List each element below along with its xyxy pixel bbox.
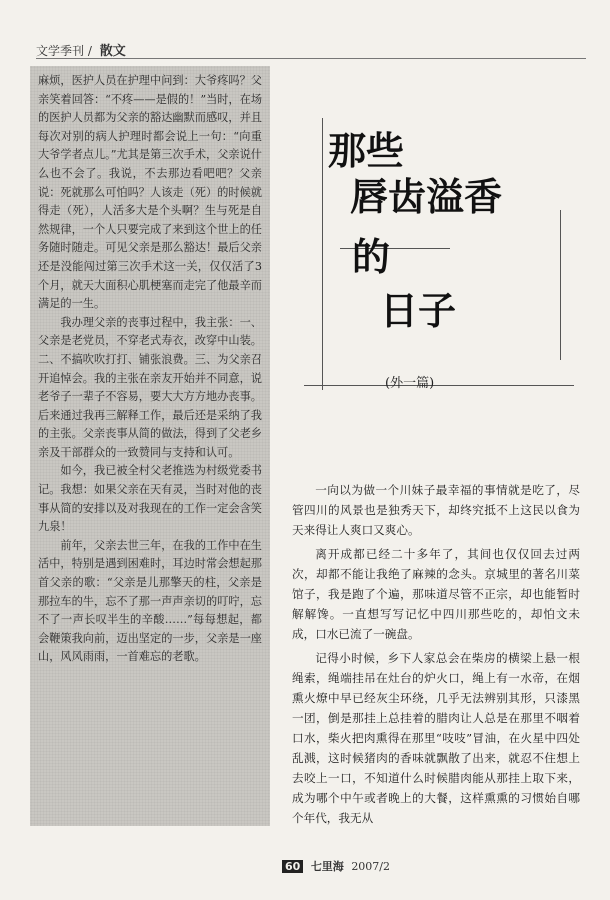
header-prefix: 文学季刊 / bbox=[36, 44, 92, 58]
running-header bbox=[36, 40, 126, 59]
title-line-1: 那些 bbox=[328, 129, 405, 173]
title-line-3: 的 bbox=[352, 235, 391, 279]
page-footer bbox=[282, 858, 390, 874]
issue-number: 2007/2 bbox=[351, 860, 391, 873]
header-rule bbox=[36, 58, 586, 59]
title-line-2: 唇齿溢香 bbox=[350, 175, 503, 219]
left-column-text bbox=[30, 66, 270, 826]
title-rule bbox=[304, 385, 574, 386]
page-number: 60 bbox=[282, 860, 303, 873]
right-paragraph: 一向以为做一个川妹子最幸福的事情就是吃了，尽管四川的风景也是独秀天下，却终究抵不上这民以食为天来得让人爽口又爽心。 bbox=[292, 483, 580, 537]
right-paragraph: 记得小时候，乡下人家总会在柴房的横梁上悬一根绳索，绳端挂吊在灶台的炉火口，绳上有一水帝，在烟熏火燎中早已经灰尘环绕，几乎无法辨别其形，只漆黑一团，倒是那挂上总挂着的腊肉让人总是在那里不咽着口水，柴火把肉熏得在那里“吱吱”冒油，在火星中四处乱溅，这时候猪肉的香味就飘散了出来，就忍不住想上去咬上一口，不知道什么时候腊肉能从那挂上取下来，成为哪个中午或者晚上的大餐，这样熏熏的习惯始自哪个年代，我无从 bbox=[292, 651, 580, 825]
left-paragraph: 我办理父亲的丧事过程中，我主张：一、父亲是老党员，不穿老式寿衣，改穿中山装。二、不搞吹吹打打、铺张浪费。三、为父亲召开追悼会。我的主张在亲友开始并不同意，说老爷子一辈子不容易，要大大方方地办丧事。后来通过我再三解释工作，最后还是采纳了我的主张。父亲丧事从简的做法，得到了父老乡亲及干部群众的一致赞同与支持和认可。 bbox=[38, 315, 262, 459]
right-paragraph: 离开成都已经二十多年了，其间也仅仅回去过两次，却都不能让我绝了麻辣的念头。京城里的著名川菜馆子，我是跑了个遍，那味道尽管不正宗，却也能暂时解解馋。一直想写写记忆中四川那些吃的，却怕文未成，口水已流了一碗盘。 bbox=[292, 547, 580, 641]
title-rule bbox=[560, 210, 561, 360]
left-paragraph: 麻烦，医护人员在护理中问到：大爷疼吗？父亲笑着回答：“不疼——是假的！”当时，在场的医护人员都为父亲的豁达幽默而感叹，并且每次对别的病人护理时都会说上一句：“向重大爷学者点儿。”尤其是第三次手术，父亲说什么也不会了。我说，不去那边看吧吧？父亲说：死就那么可怕吗？人该走（死）的时候就得走（死），人活多大是个头啊？生与死是自然规律，一个人只要完成了来到这个世上的任务随时随走。可见父亲是那么豁达！最后父亲还是没能闯过第三次手术这一关，仅仅活了3个月，就天大面积心肌梗塞而走完了他最辛而满足的一生。 bbox=[38, 74, 263, 311]
subtitle: (外一篇) bbox=[385, 376, 435, 391]
left-paragraph: 如今，我已被全村父老推选为村级党委书记。我想：如果父亲在天有灵，当时对他的丧事从简的安排以及对我现在的工作一定会含笑九泉！ bbox=[38, 464, 262, 534]
header-section: 散文 bbox=[99, 44, 126, 59]
title-line-4: 日子 bbox=[380, 289, 457, 333]
right-column-text bbox=[292, 480, 580, 832]
journal-name: 七里海 bbox=[310, 860, 344, 873]
title-rule bbox=[322, 118, 323, 390]
left-paragraph: 前年，父亲去世三年，在我的工作中在生活中，特别是遇到困难时，耳边时常会想起那首父亲的歌：“父亲是儿那擎天的柱，父亲是那拉车的牛，忘不了那一声声亲切的叮咛，忘不了一声长叹半生的辛酸……”每每想起，都会鞭策我向前，迈出坚定的一步，父亲是一座山，风风雨雨，一首难忘的老歌。 bbox=[38, 538, 262, 664]
